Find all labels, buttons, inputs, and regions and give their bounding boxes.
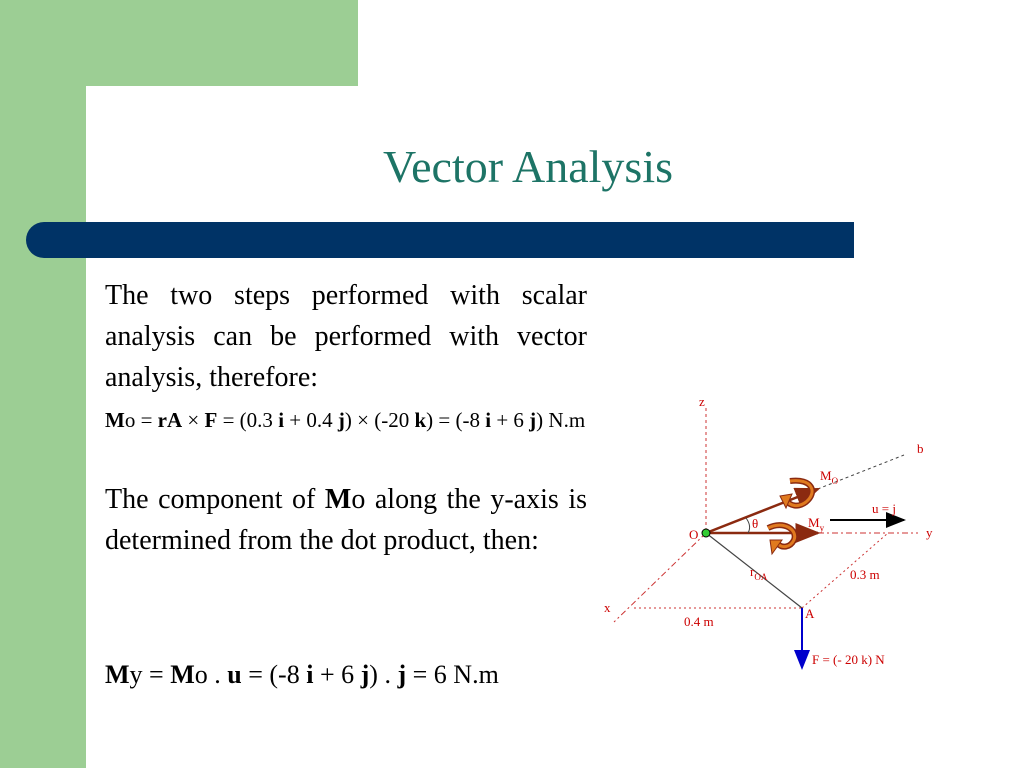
label-b: b [917,441,924,456]
origin-point [702,529,710,537]
label-a: A [805,606,815,621]
label-mo: $M_O$ [820,468,839,486]
paragraph-intro: The two steps performed with scalar analysis can be performed with vector analysis, therefore: [105,280,587,393]
label-z: z [699,394,705,409]
x-axis [614,533,706,622]
moment-diagram [590,385,1024,685]
paragraph-component: The component of Mo along the y-axis is determined from the dot product, then: [105,484,587,556]
label-0-4m: 0.4 m [684,614,714,629]
label-my: $M_y$ [808,515,825,533]
label-roa: $r_{OA}$ [750,564,768,582]
title-underline-bar [26,222,854,258]
theta-arc [746,518,750,533]
moment-mo-arrow [706,489,818,533]
symbol-m: M [105,408,125,432]
label-0-3m: 0.3 m [850,567,880,582]
label-origin: O [689,527,699,542]
label-theta: θ [752,516,759,531]
slide-title: Vector Analysis [382,141,673,192]
paragraph-my-result: My = Mo . u = (-8 i + 6 j) . j = 6 N.m [105,660,499,689]
decor-green-left [0,0,86,768]
label-x: x [604,600,611,615]
label-y: y [926,525,933,540]
paragraph-mo-equation: Mo = rA × F = (0.3 i + 0.4 j) × (-20 k) = (-8 i + 6 j) N.m [105,408,586,432]
label-u: u = j [872,501,896,516]
label-force: F = (- 20 k) N [812,652,885,667]
symbol-o: o [124,408,136,432]
